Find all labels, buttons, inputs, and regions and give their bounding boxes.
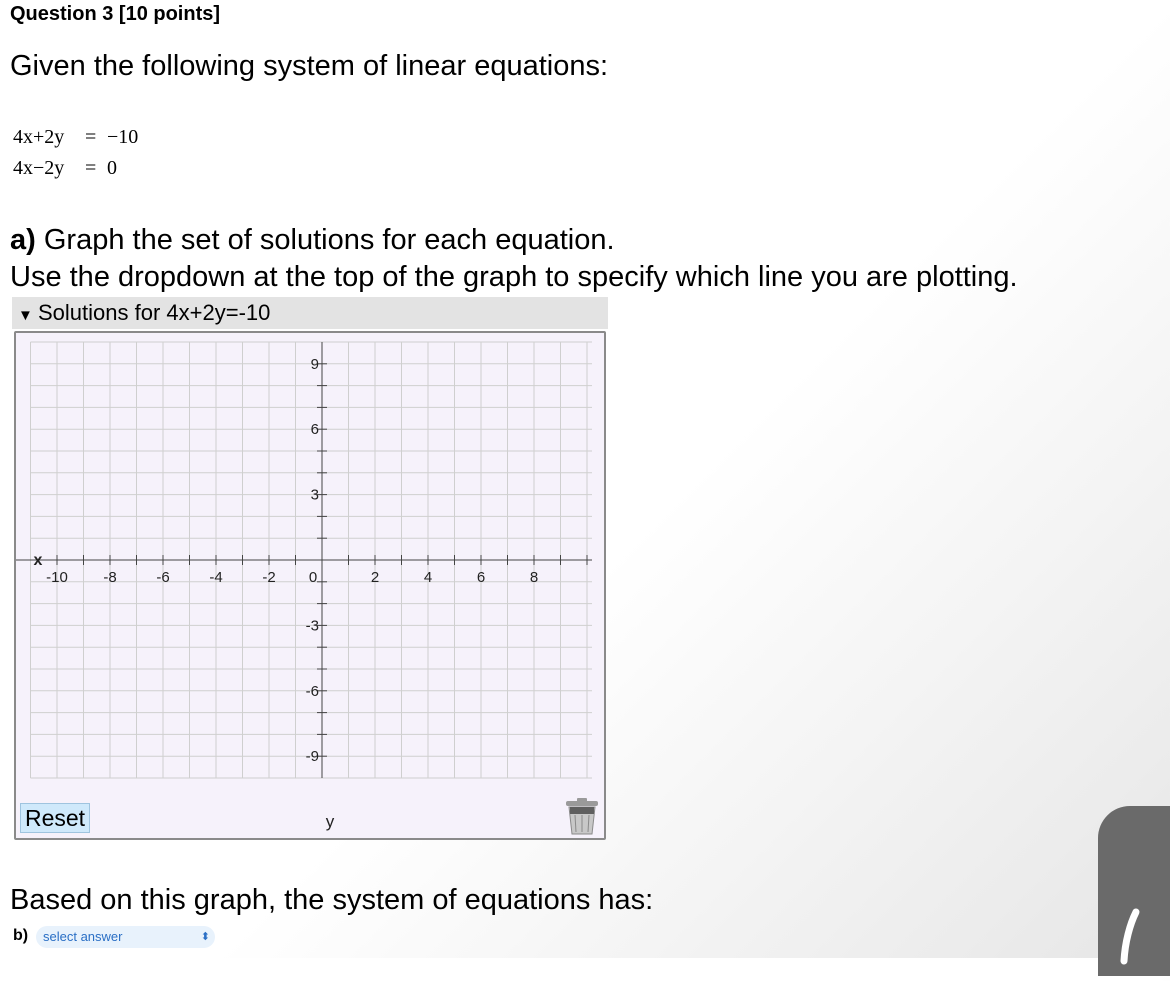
y-tick-label: -6 (305, 682, 319, 700)
x-tick-label: 6 (476, 569, 486, 586)
line-select-dropdown[interactable] (12, 297, 608, 329)
floating-widget[interactable] (1098, 806, 1170, 976)
answer-select-value: select answer (43, 929, 123, 944)
dropdown-selected: Solutions for 4x+2y=-10 (38, 300, 271, 325)
x-tick-label: -8 (103, 569, 117, 586)
part-b-prompt: Based on this graph, the system of equations has: (10, 884, 654, 916)
part-b-label: b) (13, 927, 29, 944)
y-tick-label: 9 (310, 355, 319, 373)
equation-2-op: = (85, 157, 97, 179)
y-tick-label: -3 (305, 617, 319, 635)
y-axis-label: y (325, 812, 335, 831)
equation-2-rhs: 0 (107, 157, 117, 179)
x-tick-label: 8 (529, 569, 539, 586)
equation-1-lhs: 4x+2y (13, 126, 65, 148)
x-tick-label: 2 (370, 569, 380, 586)
part-a-line2: Use the dropdown at the top of the graph to specify which line you are plotting. (10, 261, 1018, 293)
graph-canvas[interactable] (14, 331, 606, 840)
graph-grid[interactable] (16, 333, 604, 838)
question-intro: Given the following system of linear equations: (10, 50, 609, 82)
answer-select[interactable] (36, 926, 215, 948)
trash-icon[interactable] (562, 797, 602, 837)
equation-2 (13, 157, 117, 180)
x-tick-label: -10 (46, 569, 68, 586)
equation-2-lhs: 4x−2y (13, 157, 65, 179)
reset-button[interactable]: Reset (20, 803, 90, 833)
x-tick-label: -2 (262, 569, 276, 586)
x-tick-label: 0 (308, 569, 318, 586)
select-arrows-icon: ⬍ (200, 931, 210, 943)
y-tick-label: 3 (310, 486, 319, 504)
equation-1 (13, 126, 138, 149)
y-tick-label: 6 (310, 421, 319, 439)
equation-1-op: = (85, 126, 97, 148)
x-tick-label: 4 (423, 569, 433, 586)
y-tick-label: -9 (305, 748, 319, 766)
part-a-instructions (10, 222, 1018, 296)
equation-1-rhs: −10 (107, 126, 139, 148)
x-axis-label: x (33, 552, 43, 569)
x-tick-label: -4 (209, 569, 223, 586)
part-a-line1: Graph the set of solutions for each equation. (43, 224, 615, 256)
part-a-label: a) (10, 224, 36, 256)
x-tick-label: -6 (156, 569, 170, 586)
triangle-down-icon: ▼ (18, 307, 33, 324)
question-title: Question 3 [10 points] (10, 3, 221, 25)
